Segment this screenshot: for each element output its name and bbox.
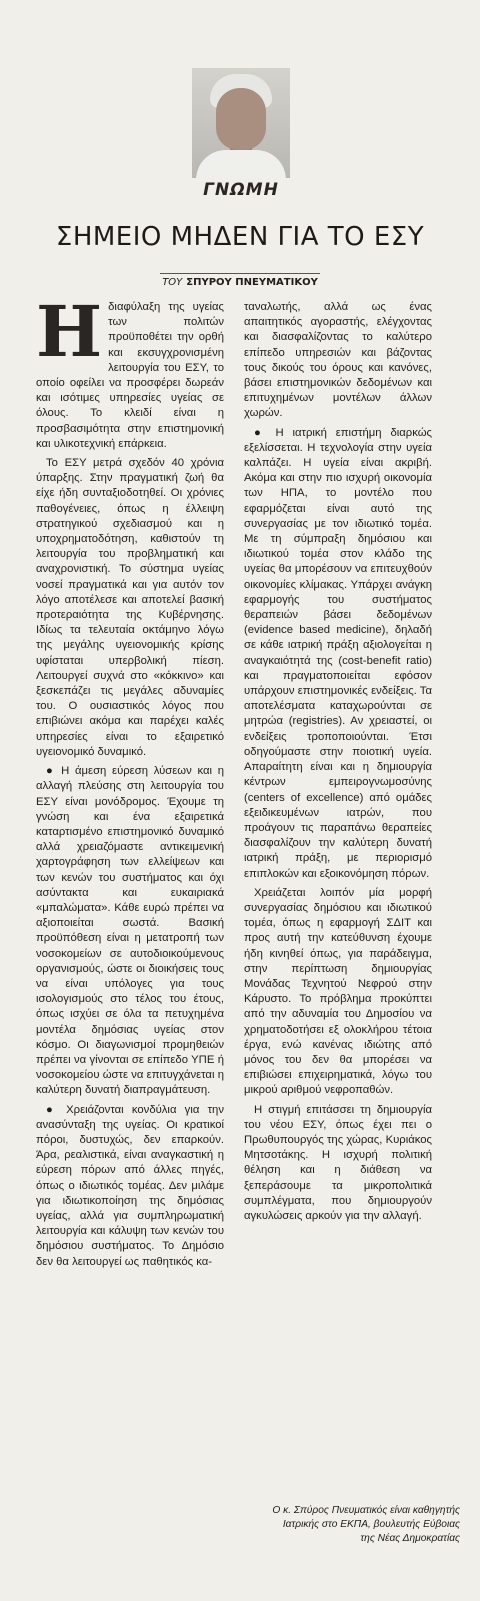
byline-author: ΣΠΥΡΟΥ ΠΝΕΥΜΑΤΙΚΟΥ	[186, 277, 318, 288]
byline	[160, 273, 320, 288]
paragraph: Η στιγμή επιτάσσει τη δημιουργία του νέου ΕΣΥ, όπως έχει πει ο Πρωθυπουργός της χώρας, Κυριάκος Μητσοτάκης. Η ισχυρή πολιτική θέληση και η διάθεση να ξεπεράσουμε τα μικροπολιτικά συμπλέγματα, που δημιουργούν αγκυλώσεις αρκούν για την αλλαγή.	[244, 1103, 432, 1222]
author-photo	[192, 68, 290, 178]
opinion-label: ΓΝΩΜΗ	[203, 180, 279, 200]
photo-face	[216, 88, 266, 150]
author-note: Ο κ. Σπύρος Πνευματικός είναι καθηγητής Ιατρικής στο ΕΚΠΑ, βουλευτής Εύβοιας της Νέας Δημοκρατίας	[272, 1505, 460, 1544]
photo-shirt	[196, 150, 286, 178]
article-column-right	[244, 300, 432, 1228]
drop-cap: Η	[36, 290, 103, 373]
paragraph: ● Χρειάζονται κονδύλια για την ανασύνταξη της υγείας. Οι κρατικοί πόροι, δυστυχώς, δεν επαρκούν. Άρα, ρεαλιστικά, είναι αναγκαστική η εύρεση πόρων από άλλες πηγές, όπως ο ιδιωτικός τομέας. Δεν μιλάμε για ιδιωτικοποίηση της δημόσιας υγείας, αλλά για συμπληρωματική λειτουργία και κάλυψη των κενών του δημόσιου συστήματος. Το Δημόσιο δεν θα λειτουργεί ως παθητικός κα-	[36, 1103, 224, 1268]
article-headline: ΣΗΜΕΙΟ ΜΗΔΕΝ ΓΙΑ ΤΟ ΕΣΥ	[55, 222, 425, 252]
paragraph: ● Η άμεση εύρεση λύσεων και η αλλαγή πλεύσης στη λειτουργία του ΕΣΥ είναι μονόδρομος. Έχουμε τη γνώση και ένα εξαιρετικά καταρτισμένο επιστημονικό δυναμικό αλλά χρειαζόμαστε αντικειμενική χαρτογράφηση των ελλείψεων και των κενών του συστήματος και όχι ασύντακτα και ευκαιριακά «μπαλώματα». Κάθε ευρώ πρέπει να αξιοποιείται σωστά. Βασική προϋπόθεση είναι η μετατροπή των νοσοκομείων σε αυτοδιοικούμενους οργανισμούς, ώστε οι διοικήσεις τους να είναι υπόλογες για τους ισολογισμούς στο τέλος του έτους, όπως ισχύει σε όλα τα πετυχημένα μοντέλα δημόσιας υγείας στον κόσμο. Οι διαγωνισμοί προμηθειών πρέπει να γίνονται σε επίπεδο ΥΠΕ ή νοσοκομείου ώστε να επιτυγχάνεται η καλύτερη δυνατή διαπραγμάτευση.	[36, 765, 224, 1097]
paragraph: ● Η ιατρική επιστήμη διαρκώς εξελίσσεται. Η τεχνολογία στην υγεία καλπάζει. Η υγεία είναι ακριβή. Ακόμα και στην πιο ισχυρή οικονομία των ΗΠΑ, το μοντέλο που εφαρμόζεται είναι αυτό της συνεργασίας με τον ιδιωτικό τομέα. Με τη σύμπραξη δημόσιου και ιδιωτικού τομέα στον κλάδο της υγείας θα μπορέσουν να επιτευχθούν οικονομίες κλίμακας. Υπάρχει ανάγκη εφαρμογής του συστήματος θεραπειών βάσει δεδομένων (evidence based medicine), δηλαδή σε κάθε ιατρική πράξη αξιολογείται η αναγκαιότητά της (cost-benefit ratio) και πραγματοποιείται εφόσον υπάρχουν επιστημονικές ενδείξεις. Τα αποτελέσματα καταχωρούνται σε μητρώα (registries). Αν χρειαστεί, οι ενδείξεις τροποποιούνται. Έτσι οδηγούμαστε στην ποιοτική υγεία. Απαραίτητη είναι και η δημιουργία κέντρων εμπειρογνωμοσύνης (centers of excellence) από ομάδες εξειδικευμένων ιατρών, που προάγουν τις παραπάνω θεραπείες διασφαλίζουν την καλύτερη δυνατή ιατρική πράξη, με περιορισμό επιπλοκών και εξοικονόμηση πόρων.	[244, 426, 432, 880]
paragraph: διαφύλαξη της υγείας των πολιτών προϋποθέτει την ορθή και εκσυγχρονισμένη λειτουργία του ΕΣΥ, το οποίο οφείλει να προσφέρει δωρεάν και ισότιμες υπηρεσίες υγείας σε όλους. Το κλειδί είναι η προσβασιμότητα στην επιστημονική και υλικοτεχνική επάρκεια.	[36, 301, 224, 450]
article-column-left	[36, 290, 224, 1274]
paragraph: ταναλωτής, αλλά ως ένας απαιτητικός αγοραστής, ελέγχοντας και διασφαλίζοντας το καλύτερο επίπεδο υπηρεσιών και βάζοντας τους δικούς του όρους και κανόνες, βάσει επιστημονικών δεδομένων και επιτυχημένων μοντέλων άλλων χωρών.	[244, 301, 432, 420]
paragraph: Χρειάζεται λοιπόν μία μορφή συνεργασίας δημόσιου και ιδιωτικού τομέα, όπως η εφαρμογή ΣΔΙΤ και προς αυτή την κατεύθυνση έχουμε ήδη κινηθεί όπως, για παράδειγμα, στην περίπτωση δημιουργίας Μονάδας Τεχνητού Νεφρού στην Κάρυστο. Το πρόβλημα προκύπτει από την αδυναμία του Δημοσίου να χρηματοδοτήσει εξ ολοκλήρου τέτοια έργα, ενώ κανένας ιδιώτης από μόνος του δεν θα μπορέσει να επιβιώσει επιχειρηματικά, λόγω του μικρού αριθμού νεφροπαθών.	[244, 886, 432, 1097]
paragraph: Το ΕΣΥ μετρά σχεδόν 40 χρόνια ύπαρξης. Στην πραγματική ζωή θα είχε ήδη συνταξιοδοτηθεί. Οι χρόνιες παθογένειες, όπως η έλλειψη στρατηγικού σχεδιασμού και η υποχρηματοδότηση, καθιστούν τη λειτουργία του προβληματική και αναχρονιστική. Το σύστημα υγείας νοσεί πραγματικά και για αυτόν τον λόγο αποτέλεσε και αποτελεί βασική προτεραιότητα της Κυβέρνησης. Ιδίως τα τελευταία οκτάμηνο λόγω της μεγάλης υγειονομικής κρίσης υφίσταται υπερβολική πίεση. Λειτουργεί συχνά στο «κόκκινο» και ξεσκεπάζει τις μεγάλες αδυναμίες του. Ο ουσιαστικός λόγος που επιβιώνει ακόμα και παρέχει καλές υπηρεσίες είναι το εξαιρετικό υγειονομικό δυναμικό.	[36, 457, 224, 758]
byline-prefix: ΤΟΥ	[162, 277, 183, 288]
